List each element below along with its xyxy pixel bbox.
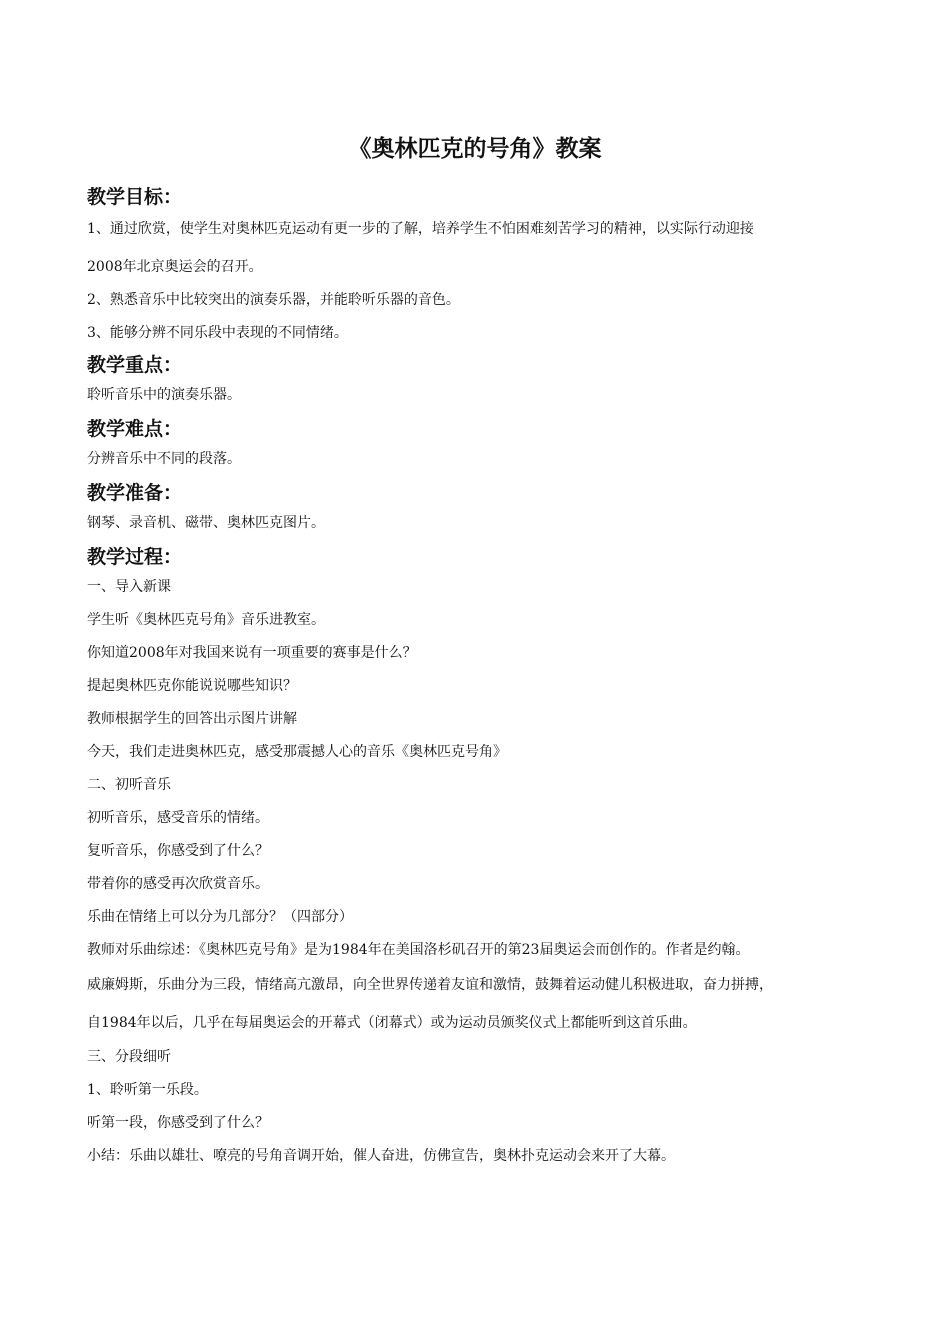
process-line: 听第一段，你感受到了什么？ bbox=[87, 1115, 269, 1131]
process-heading: 教学过程： bbox=[87, 546, 183, 568]
process-line: 教师根据学生的回答出示图片讲解 bbox=[87, 711, 297, 727]
preparation-line: 钢琴、录音机、磁带、奥林匹克图片。 bbox=[87, 515, 325, 531]
preparation-heading: 教学准备： bbox=[87, 482, 183, 504]
process-line: 初听音乐，感受音乐的情绪。 bbox=[87, 810, 269, 826]
objective-line: 3、能够分辨不同乐段中表现的不同情绪。 bbox=[87, 325, 348, 341]
difficulty-line: 分辨音乐中不同的段落。 bbox=[87, 451, 241, 467]
process-line: 一、导入新课 bbox=[87, 579, 171, 595]
objectives-heading: 教学目标： bbox=[87, 186, 183, 208]
process-line: 带着你的感受再次欣赏音乐。 bbox=[87, 876, 269, 892]
process-line: 自1984年以后，几乎在每届奥运会的开幕式（闭幕式）或为运动员颁奖仪式上都能听到这首乐曲。 bbox=[87, 1015, 697, 1031]
process-line: 教师对乐曲综述：《奥林匹克号角》是为1984年在美国洛杉矶召开的第23届奥运会而创作的。作者是约翰。 bbox=[87, 942, 750, 958]
document-body bbox=[87, 185, 877, 1179]
process-line: 1、聆听第一乐段。 bbox=[87, 1082, 208, 1098]
process-line: 今天，我们走进奥林匹克，感受那震撼人心的音乐《奥林匹克号角》 bbox=[87, 744, 507, 760]
key-point-line: 聆听音乐中的演奏乐器。 bbox=[87, 387, 241, 403]
process-line: 二、初听音乐 bbox=[87, 777, 171, 793]
objective-line: 2、熟悉音乐中比较突出的演奏乐器，并能聆听乐器的音色。 bbox=[87, 292, 460, 308]
difficulties-heading: 教学难点： bbox=[87, 418, 183, 440]
objective-line: 2008年北京奥运会的召开。 bbox=[87, 259, 263, 275]
process-line: 你知道2008年对我国来说有一项重要的赛事是什么？ bbox=[87, 645, 417, 661]
objective-line: 1、通过欣赏，使学生对奥林匹克运动有更一步的了解，培养学生不怕困难刻苦学习的精神，以实际行动迎接 bbox=[87, 221, 754, 237]
process-line: 学生听《奥林匹克号角》音乐进教室。 bbox=[87, 612, 325, 628]
key-points-heading: 教学重点： bbox=[87, 354, 183, 376]
process-line: 复听音乐，你感受到了什么？ bbox=[87, 843, 269, 859]
process-line: 三、分段细听 bbox=[87, 1049, 171, 1065]
process-line: 威廉姆斯，乐曲分为三段，情绪高亢激昂，向全世界传递着友谊和激情，鼓舞着运动健儿积极进取，奋力拼搏， bbox=[87, 977, 773, 993]
document-title: 《奥林匹克的号角》教案 bbox=[348, 136, 602, 162]
process-line: 提起奥林匹克你能说说哪些知识？ bbox=[87, 678, 297, 694]
process-line: 小结：乐曲以雄壮、嘹亮的号角音调开始，催人奋进，仿佛宣告，奥林扑克运动会来开了大幕。 bbox=[87, 1148, 675, 1164]
process-line: 乐曲在情绪上可以分为几部分？（四部分） bbox=[87, 909, 353, 925]
